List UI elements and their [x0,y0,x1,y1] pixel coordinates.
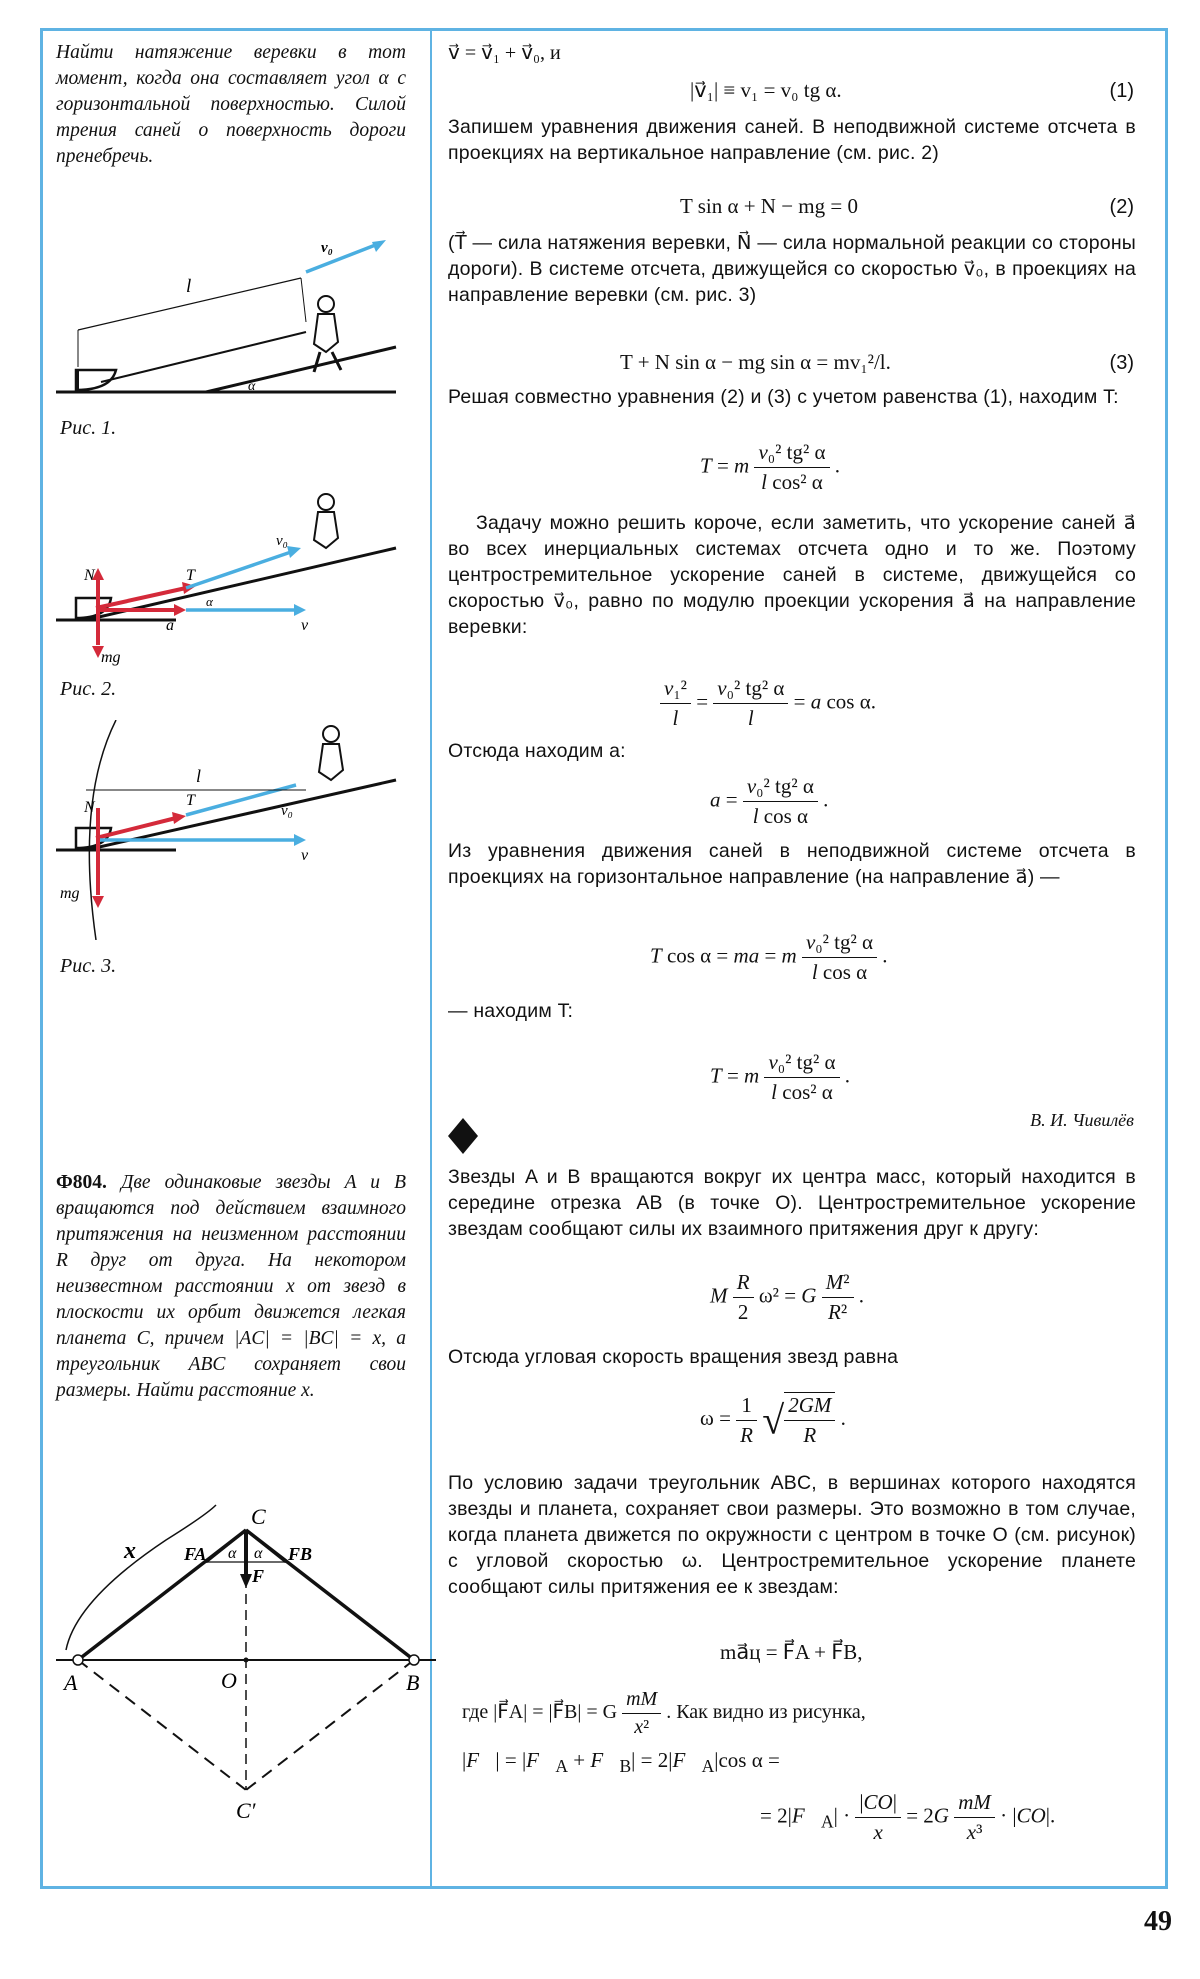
label-T: T [186,567,195,584]
label-C: C [251,1504,266,1529]
label-B: B [406,1670,420,1695]
label-C-prime: C′ [236,1798,256,1823]
figure-1 [56,222,406,412]
solution-p1: Запишем уравнения движения саней. В неподвижной системе отсчета в проекциях на вертикальное направление (см. рис. 2) [448,116,1136,164]
formula-F2: = $2|F⃗_A|$ · $\frac{|CO|}{x}$ = 2G $\frac{mM}{\text{x³}}$ · |CO|. [760,1790,1056,1844]
label-alpha: α [248,379,256,394]
where-suffix: . Как видно из рисунка, [666,1701,866,1724]
solution-p2: (T⃗ — сила натяжения веревки, N⃗ — сила нормальной реакции со стороны дороги). В системе отсчета, движущейся со скоростью v⃗₀, в проекциях на направление веревки (см. рис. 3) [448,232,1136,306]
formula-main: ma⃗ц = F⃗A + F⃗B, [720,1640,863,1664]
label-FB: FB [288,1544,313,1564]
problem2 [56,1170,406,1404]
problem2-text: Две одинаковые звезды A и B вращаются под действием взаимного притяжения на неизменном расстоянии R друг от друга. На некотором неизвестном расстоянии x от звезд в плоскости их орбит движется легкая планета C, причем |AC| = |BC| = x, а треугольник ABC сохраняет свои размеры. Найти расстояние x. [56,1172,407,1401]
formula-T1: T = m $\frac{\text{v₀² tg² α}}{\text{l cos² α}}$ . [700,440,841,494]
figure-3 [56,720,406,940]
label-v-3: v [301,847,309,864]
eq3-num: (3) [1109,352,1134,374]
label-l: l [186,276,192,297]
formula-T3: T = m $\frac{\text{v₀² tg² α}}{\text{l cos² α}}$ . [710,1050,851,1104]
label-x: x [124,1538,136,1564]
problem2-label: Ф804. [56,1172,107,1193]
eq1: |v⃗₁| ≡ v₁ = v₀ tg α. [690,78,842,102]
label-mg-3: mg [60,885,80,902]
solution-p6: Из уравнения движения саней в неподвижной системе отсчета в проекциях на горизонтальное направление (на направление a⃗) — [448,840,1136,888]
label-a: a [166,617,174,634]
label-O: O [221,1668,237,1693]
eq1-num: (1) [1109,80,1134,102]
label-A: A [64,1670,78,1695]
formula-F: |F⃗| = $|F⃗_A$ + $F⃗_B|$ = $2|F⃗_A|\cos$ α = [462,1748,780,1777]
formula-where: где |F⃗A| = |F⃗B| = G $\frac{mM}{\text{x²}}$ . Как видно из рисунка, [462,1688,866,1738]
label-F: F [252,1566,265,1586]
triangle-diagram [56,1500,436,1830]
caption-fig3: Рис. 3. [60,955,117,977]
problem-intro: Найти натяжение веревки в тот момент, когда она составляет угол α с горизонтальной поверхностью. Силой трения саней о поверхность дороги пренебречь. [56,42,406,167]
solution-p5: Отсюда находим a: [448,740,626,762]
eq3: T + N sin α − mg sin α = mv₁²/l. [620,350,891,374]
caption-fig1: Рис. 1. [60,417,117,439]
label-v0: v₀ [321,240,333,256]
label-FA: FA [184,1544,207,1564]
label-v: v [301,617,309,634]
formula-star: M $\frac{R}{2}$ ω² = G $\frac{\text{M²}}{\text{R²}}$ . [710,1270,865,1324]
solution-p7: — находим T: [448,1000,574,1022]
solution2-p2: Отсюда угловая скорость вращения звезд равна [448,1346,899,1368]
label-v0-3: v₀ [281,803,293,819]
figure-2 [56,480,406,680]
label-alpha-2: α [206,594,213,609]
solution-p3: Решая совместно уравнения (2) и (3) с учетом равенства (1), находим T: [448,386,1119,408]
eq2-num: (2) [1109,196,1134,218]
label-v0-2: v₀ [276,533,288,549]
eq2: T sin α + N − mg = 0 [680,194,858,218]
caption-fig2: Рис. 2. [60,678,117,700]
label-alpha-b: α [254,1545,263,1562]
label-alpha-a: α [228,1545,237,1562]
label-mg: mg [101,649,121,666]
label-T-3: T [186,792,195,809]
formula-a2: a = $\frac{\text{v₀² tg² α}}{\text{l cos α}}$ . [710,774,829,828]
formula-a1: $\frac{\text{v₁²}}{l}$ = $\frac{\text{v₀² tg² α}}{l}$ = a cos α. [660,676,876,731]
label-l-3: l [196,766,202,786]
solution2-p1: Звезды A и B вращаются вокруг их центра масс, который находится в середине отрезка AB (в точке O). Центростремительное ускорение звездам сообщают силы их взаимного притяжения друг к другу: [448,1166,1136,1240]
solution-p4: Задачу можно решить короче, если заметить, что ускорение саней a⃗ во всех инерциальных системах отсчета одно и то же. Поэтому центростремительное ускорение саней в системе, движущейся со скоростью v⃗₀, равно по модулю проекции ускорения a⃗ на направление веревки: [448,512,1136,638]
page-number: 49 [1144,1906,1172,1937]
diamond-icon [448,1118,478,1154]
author: В. И. Чивилёв [1030,1110,1134,1130]
eq-v: v⃗ = v⃗₁ + v⃗₀, и [448,42,561,64]
where-prefix: где |F⃗A| = |F⃗B| = G [462,1701,618,1724]
label-N: N [84,567,95,584]
formula-T2: T cos α = ma = m $\frac{\text{v₀² tg² α}}{\text{l cos α}}$ . [650,930,888,984]
label-N-3: N [84,799,95,816]
solution2-p3: По условию задачи треугольник ABC, в вершинах которого находятся звезды и планета, сохраняет свои размеры. Это возможно в том случае, когда планета движется по окружности с центром в точке O (см. рисунок) с угловой скоростью ω. Центростремительное ускорение планете сообщают силы притяжения ее к звездам: [448,1472,1136,1598]
formula-omega: ω = $\frac{1}{R}$ √ $\frac{2GM}{R}$ . [700,1392,846,1447]
